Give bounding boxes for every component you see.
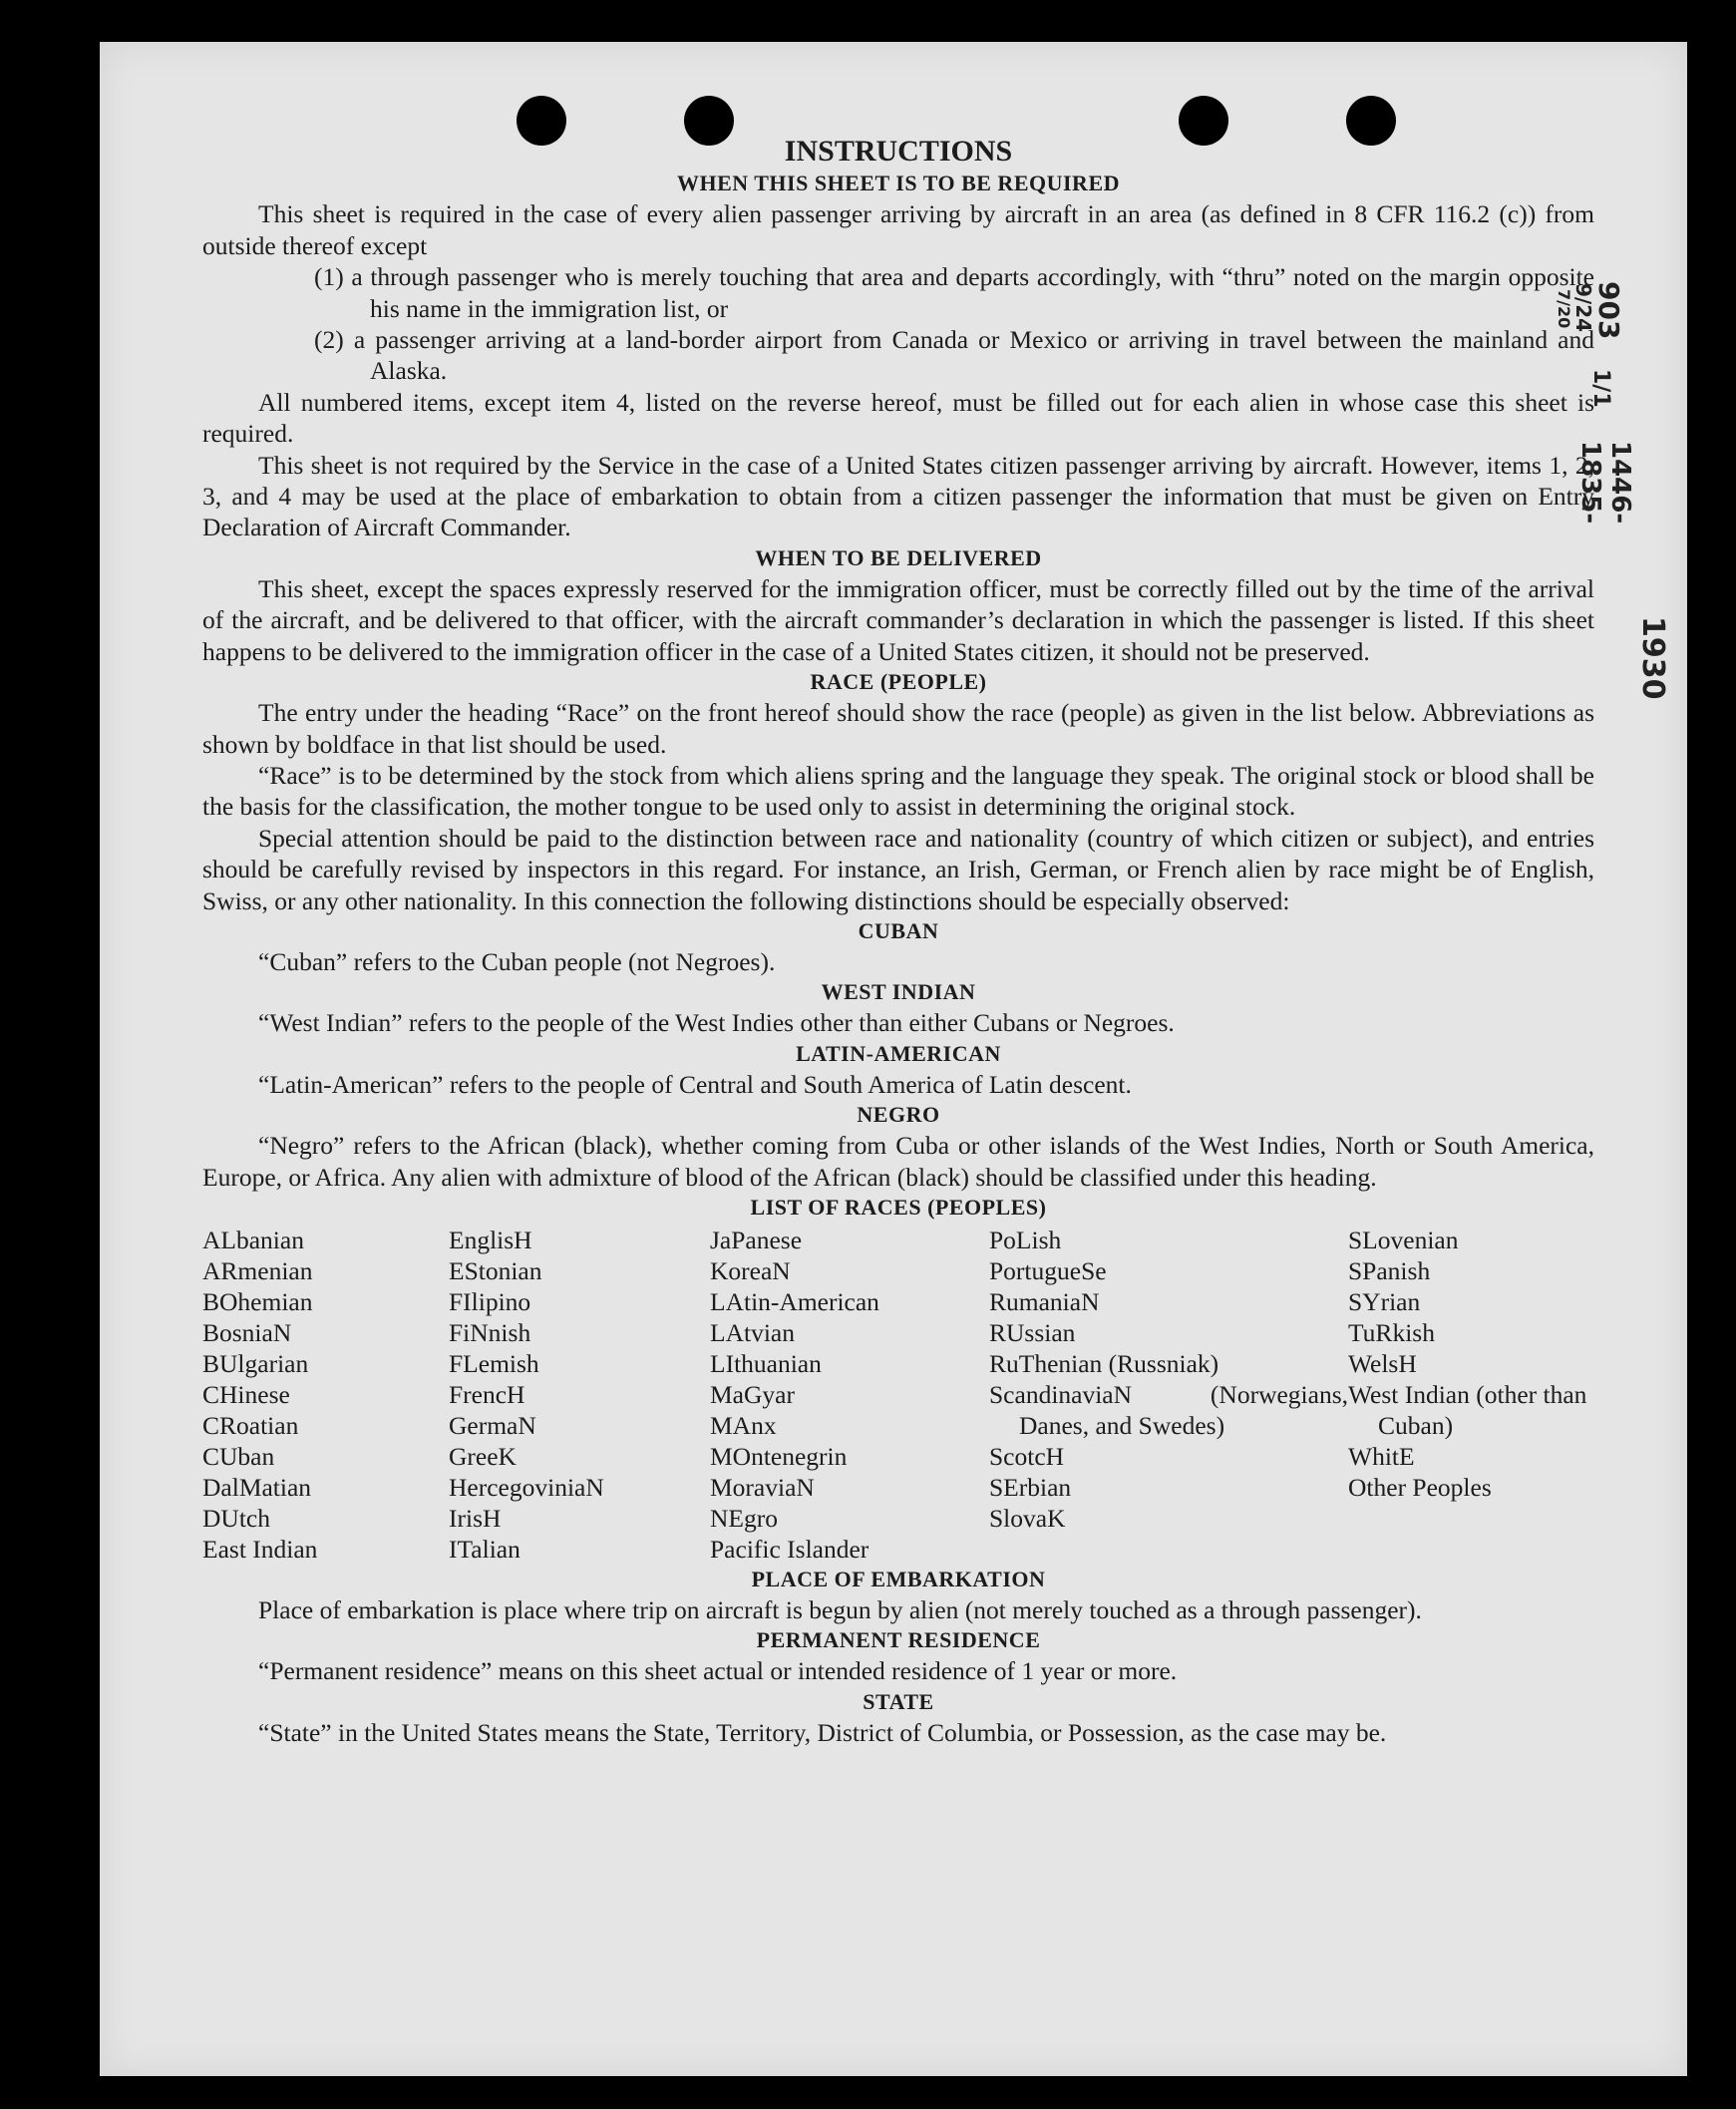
race-item: ScandinaviaN (Norwegians, Danes, and Swedes) [989, 1379, 1348, 1440]
races-list [202, 1225, 1594, 1565]
race-item: ITalian [449, 1534, 521, 1564]
race-item: ALbanian [202, 1225, 304, 1254]
race-item: East Indian [202, 1534, 318, 1564]
heading-race: RACE (PEOPLE) [810, 669, 987, 695]
heading-state: STATE [863, 1688, 934, 1714]
race-item: LAtin-American [710, 1286, 879, 1316]
race-item: MaGyar [710, 1379, 795, 1409]
race-item: WhitE [1348, 1441, 1415, 1471]
heading-place-of-embarkation: PLACE OF EMBARKATION [751, 1566, 1046, 1591]
paragraph-numbered-items: All numbered items, except item 4, listed on the reverse hereof, must be filled out for each alien in whose case this sheet is required. [202, 387, 1594, 449]
race-item: SYrian [1348, 1286, 1421, 1316]
race-item: WelsH [1348, 1348, 1417, 1378]
races-column-1 [202, 1225, 449, 1565]
paragraph-special-attention: Special attention should be paid to the distinction between race and nationality (country of which citizen or subject), and entries should be carefully revised by inspectors in this regard. For instance, an Irish, German, or French alien by race might be of English, Swiss, or any other nationality. In this connection the following distinctions should be especially observed: [202, 823, 1594, 915]
race-item: EStonian [449, 1255, 542, 1285]
paragraph-race-entry: The entry under the heading “Race” on the front hereof should show the race (people) as given in the list below. Abbreviations as shown by boldface in that list should be used. [202, 698, 1594, 759]
race-item: MOntenegrin [710, 1441, 848, 1471]
race-item: FrencH [449, 1379, 525, 1409]
race-item: BosniaN [202, 1317, 292, 1347]
races-column-2 [449, 1225, 710, 1565]
races-column-3 [710, 1225, 989, 1565]
margin-note: 903 [1592, 281, 1625, 340]
heading-permanent-residence: PERMANENT RESIDENCE [756, 1627, 1041, 1653]
race-item: LAtvian [710, 1317, 795, 1347]
paragraph-citizen: This sheet is not required by the Service in the case of a United States citizen passenger arriving by aircraft. However, items 1, 2, 3, and 4 may be used at the place of embarkation to obtain from a citizen passenger the information that must be given on Entry Declaration of Aircraft Commander. [202, 450, 1594, 542]
heading-latin-american: LATIN-AMERICAN [796, 1040, 1001, 1066]
race-item: TuRkish [1348, 1317, 1435, 1347]
race-item: SlovaK [989, 1503, 1066, 1533]
race-item: PortugueSe [989, 1255, 1107, 1285]
race-item: Other Peoples [1348, 1472, 1492, 1502]
race-item: ARmenian [202, 1255, 313, 1285]
race-item: KoreaN [710, 1255, 791, 1285]
exception-item-2: (2) a passenger arriving at a land-border airport from Canada or Mexico or arriving in travel between the mainland and Alaska. [314, 325, 1594, 386]
race-item: ScotcH [989, 1441, 1065, 1471]
margin-note: 1446-1835- [1575, 441, 1635, 525]
races-column-5 [1348, 1225, 1594, 1565]
race-item: LIthuanian [710, 1348, 822, 1378]
race-item: CUban [202, 1441, 275, 1471]
race-item: NEgro [710, 1503, 778, 1533]
paragraph-state: “State” in the United States means the State, Territory, District of Columbia, or Possession, as the case may be. [258, 1717, 1387, 1747]
margin-note: 7/20 [1555, 289, 1573, 329]
exception-item-1: (1) a through passenger who is merely touching that area and departs accordingly, with “thru” noted on the margin opposite his name in the immigration list, or [314, 262, 1594, 323]
race-item: FIlipino [449, 1286, 531, 1316]
heading-negro: NEGRO [857, 1102, 940, 1128]
margin-note: 1930 [1635, 616, 1670, 700]
paragraph-residence: “Permanent residence” means on this sheet actual or intended residence of 1 year or more. [258, 1656, 1178, 1686]
paragraph-embarkation: Place of embarkation is place where trip on aircraft is begun by alien (not merely touched as a through passenger). [258, 1594, 1422, 1624]
heading-list-of-races: LIST OF RACES (PEOPLES) [750, 1194, 1047, 1220]
race-item: BUlgarian [202, 1348, 309, 1378]
race-item: FLemish [449, 1348, 539, 1378]
paragraph-latin-american: “Latin-American” refers to the people of Central and South America of Latin descent. [258, 1069, 1132, 1099]
race-item: JaPanese [710, 1225, 803, 1254]
race-item: MoraviaN [710, 1472, 815, 1502]
race-item: SPanish [1348, 1255, 1431, 1285]
heading-when-delivered: WHEN TO BE DELIVERED [755, 544, 1042, 570]
race-item: DUtch [202, 1503, 270, 1533]
race-item: BOhemian [202, 1286, 313, 1316]
race-item: CHinese [202, 1379, 290, 1409]
race-item: EnglisH [449, 1225, 532, 1254]
paragraph-negro: “Negro” refers to the African (black), whether coming from Cuba or other islands of the West Indies, North or South America, Europe, or Africa. Any alien with admixture of blood of the African (black) should be classified under this heading. [202, 1131, 1594, 1192]
race-item: CRoatian [202, 1410, 299, 1440]
paragraph-required-intro: This sheet is required in the case of every alien passenger arriving by aircraft in an area (as defined in 8 CFR 116.2 (c)) from outside thereof except [202, 199, 1594, 260]
race-item: RumaniaN [989, 1286, 1100, 1316]
heading-cuban: CUBAN [858, 917, 939, 943]
paragraph-race-determined: “Race” is to be determined by the stock from which aliens spring and the language they speak. The original stock or blood shall be the basis for the classification, the mother tongue to be used only to assist in determining the original stock. [202, 760, 1594, 822]
race-item: DalMatian [202, 1472, 312, 1502]
race-item: HercegoviniaN [449, 1472, 604, 1502]
margin-note: 1/1 [1588, 369, 1613, 408]
race-item: SErbian [989, 1472, 1072, 1502]
race-item: GreeK [449, 1441, 517, 1471]
paragraph-cuban: “Cuban” refers to the Cuban people (not Negroes). [258, 946, 776, 976]
document-page [100, 42, 1687, 2076]
heading-west-indian: WEST INDIAN [821, 979, 976, 1005]
race-item: SLovenian [1348, 1225, 1459, 1254]
race-item: GermaN [449, 1410, 536, 1440]
races-column-4 [989, 1225, 1348, 1565]
paragraph-delivered: This sheet, except the spaces expressly reserved for the immigration officer, must be correctly filled out by the time of the arrival of the aircraft, and be delivered to that officer, with the aircraft commander’s declaration in which the passenger is listed. If this sheet happens to be delivered to the immigration officer in the case of a United States citizen, it should not be preserved. [202, 573, 1594, 666]
paragraph-west-indian: “West Indian” refers to the people of the West Indies other than either Cubans or Negroes. [258, 1008, 1175, 1038]
heading-when-required: WHEN THIS SHEET IS TO BE REQUIRED [676, 171, 1121, 196]
race-item: RUssian [989, 1317, 1076, 1347]
race-item: West Indian (other than Cuban) [1348, 1379, 1587, 1440]
race-item: PoLish [989, 1225, 1062, 1254]
race-item: FiNnish [449, 1317, 531, 1347]
race-item: MAnx [710, 1410, 777, 1440]
instructions-body [202, 130, 1594, 1748]
margin-note: 9/24 [1571, 283, 1595, 333]
race-item: IrisH [449, 1503, 502, 1533]
page-title: INSTRUCTIONS [784, 135, 1013, 168]
race-item: Pacific Islander [710, 1534, 869, 1564]
race-item: RuThenian (Russniak) [989, 1348, 1219, 1378]
